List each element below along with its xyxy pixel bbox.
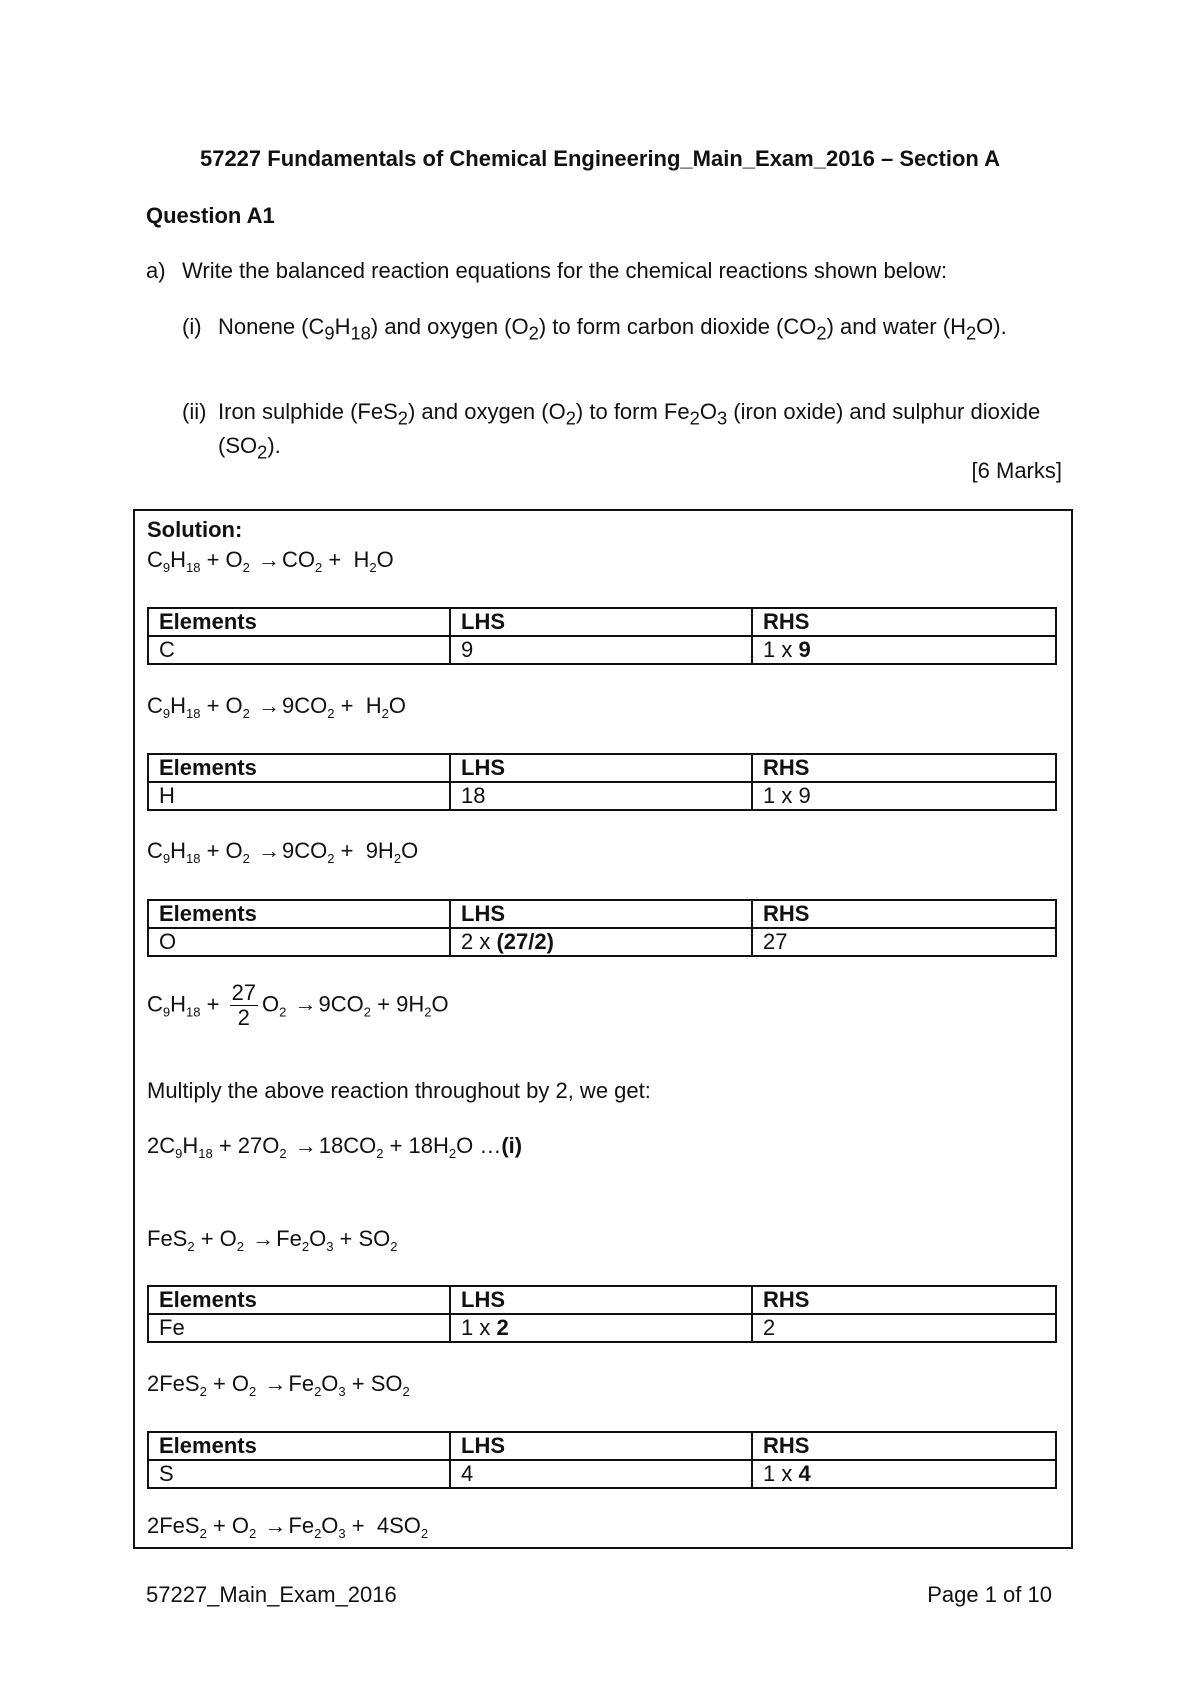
- question-a-ii: [182, 398, 1062, 467]
- table-cell-element: Fe: [148, 1314, 450, 1342]
- table-cell-rhs: 2: [752, 1314, 1056, 1342]
- equation-4: $C_9H_{18}$ + $\frac{27}{2}$ $O_2 \to 9CO_2 + 9H_2O$: [147, 980, 449, 1030]
- equation-1: $C_9H_{18} + O_2 \to CO_2 + H_2O$: [147, 547, 394, 575]
- page-title: 57227 Fundamentals of Chemical Engineering_Main_Exam_2016 – Section A: [199, 146, 1001, 171]
- table-header-elements: Elements: [148, 900, 450, 928]
- equation-3: $C_9H_{18} + O_2 \to 9CO_2 + 9H_2O$: [147, 838, 419, 866]
- equation-5: $2C_9H_{18} + 27O_2 \to 18CO_2 + 18H_2O$ …(i): [147, 1133, 523, 1161]
- table-cell-lhs: 18: [450, 782, 752, 810]
- question-a-label: a): [146, 258, 166, 283]
- footer-exam-code: 57227_Main_Exam_2016: [146, 1582, 397, 1607]
- table-header-lhs: LHS: [450, 1432, 752, 1460]
- equation-7: $2FeS_2 + O_2 \to Fe_2O_3 + SO_2$: [147, 1371, 410, 1399]
- item-i-text: Nonene $(C_9H_{18})$ and oxygen $(O_2)$ to form carbon dioxide $(CO_2)$ and water $(H_2O)$.: [218, 314, 1007, 344]
- table-header-elements: Elements: [148, 1432, 450, 1460]
- item-i-label: (i): [182, 314, 202, 339]
- table-cell-element: S: [148, 1460, 450, 1488]
- table-header-lhs: LHS: [450, 1286, 752, 1314]
- table-header-rhs: RHS: [752, 1432, 1056, 1460]
- table-header-rhs: RHS: [752, 1286, 1056, 1314]
- solution-box: [133, 509, 1073, 1549]
- marks: [6 Marks]: [971, 458, 1062, 483]
- item-ii-label: (ii): [182, 399, 207, 424]
- balance-table-o: [147, 899, 1057, 957]
- table-header-elements: Elements: [148, 754, 450, 782]
- multiply-text: Multiply the above reaction throughout by 2, we get:: [147, 1078, 651, 1103]
- question-heading: Question A1: [146, 203, 275, 228]
- table-cell-element: H: [148, 782, 450, 810]
- footer-page-number: Page 1 of 10: [927, 1582, 1052, 1607]
- table-header-elements: Elements: [148, 1286, 450, 1314]
- table-cell-rhs: 1 x 4: [752, 1460, 1056, 1488]
- table-cell-rhs: 27: [752, 928, 1056, 956]
- equation-2: $C_9H_{18} + O_2 \to 9CO_2 + H_2O$: [147, 693, 406, 721]
- table-header-rhs: RHS: [752, 900, 1056, 928]
- balance-table-h: [147, 753, 1057, 811]
- question-a: [146, 258, 947, 284]
- equation-8: $2FeS_2 + O_2 \to Fe_2O_3 + 4SO_2$: [147, 1513, 429, 1541]
- solution-title: Solution:: [147, 517, 243, 542]
- balance-table-c: [147, 607, 1057, 665]
- balance-table-s: [147, 1431, 1057, 1489]
- table-cell-lhs: 2 x (27/2): [450, 928, 752, 956]
- table-header-lhs: LHS: [450, 608, 752, 636]
- question-a-i: [182, 313, 1062, 347]
- table-header-rhs: RHS: [752, 608, 1056, 636]
- table-header-elements: Elements: [148, 608, 450, 636]
- table-cell-rhs: 1 x 9: [752, 782, 1056, 810]
- balance-table-fe: [147, 1285, 1057, 1343]
- table-header-lhs: LHS: [450, 900, 752, 928]
- table-cell-element: C: [148, 636, 450, 664]
- table-header-rhs: RHS: [752, 754, 1056, 782]
- fraction: $\frac{27}{2}$: [231, 980, 257, 1030]
- table-cell-element: O: [148, 928, 450, 956]
- table-cell-lhs: 4: [450, 1460, 752, 1488]
- table-cell-rhs: 1 x 9: [752, 636, 1056, 664]
- question-a-text: Write the balanced reaction equations for the chemical reactions shown below:: [182, 258, 948, 283]
- item-ii-text: Iron sulphide (FeS$_2$) and oxygen $(O_2)$ to form $Fe_2O_3$ (iron oxide) and sulphur dioxide $(SO_2)$.: [218, 399, 1041, 463]
- table-cell-lhs: 1 x 2: [450, 1314, 752, 1342]
- table-header-lhs: LHS: [450, 754, 752, 782]
- table-cell-lhs: 9: [450, 636, 752, 664]
- equation-6: $FeS_2 + O_2 \to Fe_2O_3 + SO_2$: [147, 1226, 398, 1254]
